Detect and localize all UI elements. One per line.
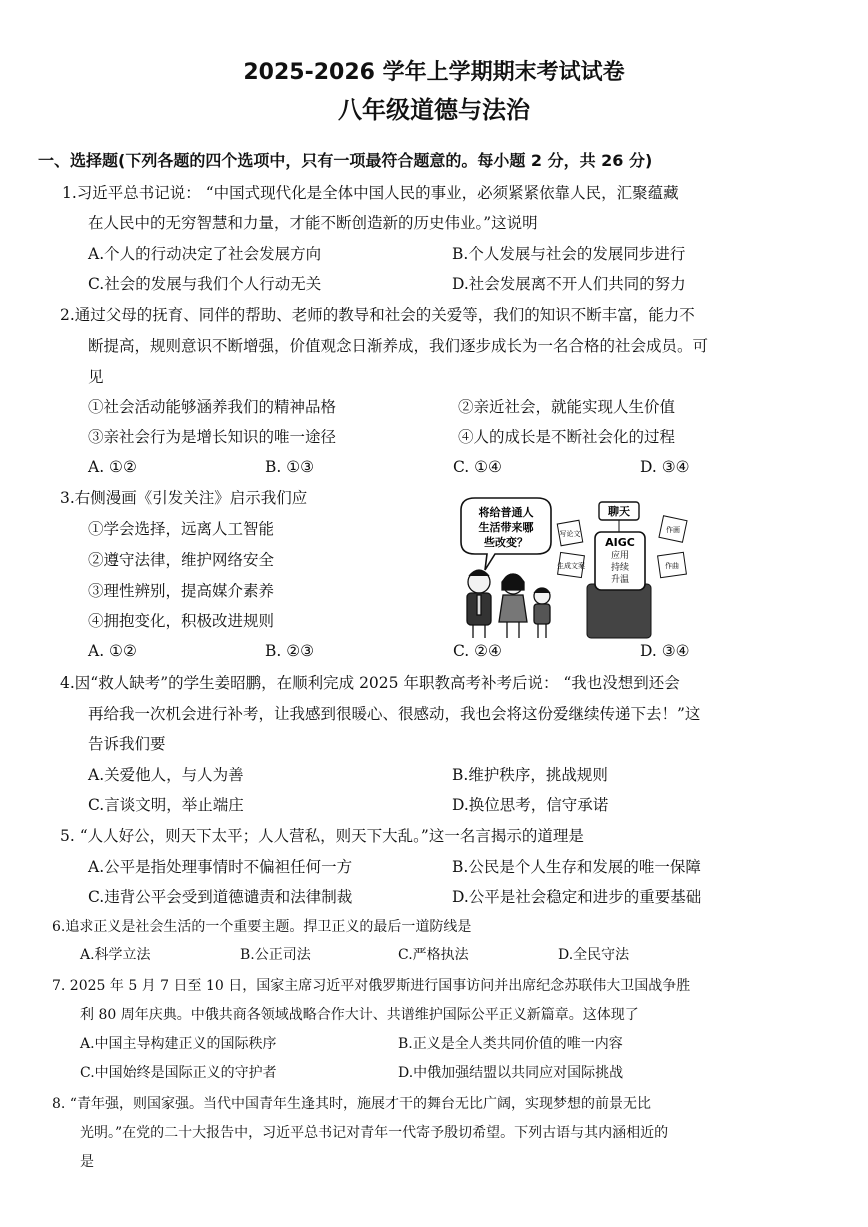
q5-option-d[interactable]: D.公平是社会稳定和进步的重要基础 bbox=[452, 888, 702, 906]
q5-option-a[interactable]: A.公平是指处理事情时不偏袒任何一方 bbox=[88, 858, 353, 876]
family-figures bbox=[467, 570, 550, 638]
chat-label: 聊天 bbox=[608, 505, 630, 518]
q8-stem-line1: 8. “青年强，则国家强。当代中国青年生逢其时，施展才干的舞台无比广阔，实现梦想的前景无比 bbox=[52, 1096, 651, 1112]
screen-line-2: 应用 bbox=[610, 551, 630, 561]
q4-option-c[interactable]: C.言谈文明，举止端庄 bbox=[88, 796, 244, 814]
q3-option-d[interactable]: D. ③④ bbox=[640, 642, 690, 660]
q5-option-b[interactable]: B.公民是个人生存和发展的唯一保障 bbox=[452, 858, 701, 876]
q5-option-c[interactable]: C.违背公平会受到道德谴责和法律制裁 bbox=[88, 888, 353, 906]
q7-option-c[interactable]: C.中国始终是国际正义的守护者 bbox=[80, 1065, 277, 1081]
q6-option-d[interactable]: D.全民守法 bbox=[558, 947, 630, 963]
q8-stem-line3: 是 bbox=[80, 1154, 94, 1170]
q2-option-d[interactable]: D. ③④ bbox=[640, 458, 690, 476]
q7-option-a[interactable]: A.中国主导构建正义的国际秩序 bbox=[80, 1036, 277, 1052]
q3-statement-3: ③理性辨别，提高媒介素养 bbox=[88, 582, 275, 600]
q4-stem-line3: 告诉我们要 bbox=[88, 735, 166, 753]
q2-option-b[interactable]: B. ①③ bbox=[265, 458, 315, 476]
q2-stem-line2: 断提高，规则意识不断增强，价值观念日渐养成，我们逐步成长为一名合格的社会成员。可 bbox=[88, 337, 709, 355]
q3-option-b[interactable]: B. ②③ bbox=[265, 642, 315, 660]
q7-option-d[interactable]: D.中俄加强结盟以共同应对国际挑战 bbox=[398, 1065, 624, 1081]
q3-stem: 3.右侧漫画《引发关注》启示我们应 bbox=[60, 489, 308, 507]
q3-option-c[interactable]: C. ②④ bbox=[453, 642, 502, 660]
q1-option-a[interactable]: A.个人的行动决定了社会发展方向 bbox=[88, 245, 322, 263]
q5-stem: 5. “人人好公，则天下太平；人人营私，则天下大乱。”这一名言揭示的道理是 bbox=[60, 827, 584, 845]
q4-option-b[interactable]: B.维护秩序，挑战规则 bbox=[452, 766, 608, 784]
bubble-line-1: 将给普通人 bbox=[478, 506, 534, 519]
q6-option-a[interactable]: A.科学立法 bbox=[80, 947, 151, 963]
q4-stem-line1: 4.因“救人缺考”的学生姜昭鹏，在顺利完成 2025 年职教高考补考后说： “我也没想到还会 bbox=[60, 674, 680, 692]
q6-stem: 6.追求正义是社会生活的一个重要主题。捍卫正义的最后一道防线是 bbox=[52, 919, 472, 935]
q1-option-b[interactable]: B.个人发展与社会的发展同步进行 bbox=[452, 245, 686, 263]
q2-statement-1: ①社会活动能够涵养我们的精神品格 bbox=[88, 398, 337, 416]
tag-painting: 作画 bbox=[666, 526, 680, 534]
q4-stem-line2: 再给我一次机会进行补考，让我感到很暖心、很感动，我也会将这份爱继续传递下去！”这 bbox=[88, 705, 701, 723]
comic-illustration bbox=[455, 492, 695, 642]
exam-title: 2025-2026 学年上学期期末考试试卷 bbox=[243, 60, 625, 85]
q6-option-b[interactable]: B.公正司法 bbox=[240, 947, 311, 963]
exam-subtitle: 八年级道德与法治 bbox=[338, 96, 530, 124]
q3-option-a[interactable]: A. ①② bbox=[88, 642, 137, 660]
q4-option-a[interactable]: A.关爱他人，与人为善 bbox=[88, 766, 244, 784]
q3-statement-1: ①学会选择，远离人工智能 bbox=[88, 520, 275, 538]
q6-option-c[interactable]: C.严格执法 bbox=[398, 947, 469, 963]
q8-stem-line2: 光明。”在党的二十大报告中，习近平总书记对青年一代寄予殷切希望。下列古语与其内涵相近的 bbox=[80, 1125, 669, 1141]
q1-option-c[interactable]: C.社会的发展与我们个人行动无关 bbox=[88, 275, 322, 293]
q1-stem-line2: 在人民中的无穷智慧和力量，才能不断创造新的历史伟业。”这说明 bbox=[88, 214, 538, 232]
q2-option-a[interactable]: A. ①② bbox=[88, 458, 137, 476]
screen-line-4: 升温 bbox=[610, 575, 630, 585]
q1-stem-line1: 1.习近平总书记说： “中国式现代化是全体中国人民的事业，必须紧紧依靠人民，汇聚蕴藏 bbox=[62, 184, 679, 202]
aigc-device bbox=[587, 502, 651, 638]
tag-essay: 写论文 bbox=[559, 530, 581, 538]
q2-statement-2: ②亲近社会，就能实现人生价值 bbox=[458, 398, 676, 416]
q3-statement-2: ②遵守法律，维护网络安全 bbox=[88, 551, 275, 569]
q3-statement-4: ④拥抱变化，积极改进规则 bbox=[88, 612, 275, 630]
q2-statement-3: ③亲社会行为是增长知识的唯一途径 bbox=[88, 428, 337, 446]
q7-stem-line2: 利 80 周年庆典。中俄共商各领域战略合作大计、共谱维护国际公平正义新篇章。这体现了 bbox=[80, 1007, 639, 1023]
q4-option-d[interactable]: D.换位思考，信守承诺 bbox=[452, 796, 609, 814]
section-heading: 一、选择题(下列各题的四个选项中，只有一项最符合题意的。每小题 2 分，共 26 分) bbox=[38, 151, 653, 170]
q2-stem-line1: 2.通过父母的抚育、同伴的帮助、老师的教导和社会的关爱等，我们的知识不断丰富，能力不 bbox=[60, 306, 695, 324]
screen-line-3: 持续 bbox=[610, 563, 630, 573]
q7-stem-line1: 7. 2025 年 5 月 7 日至 10 日，国家主席习近平对俄罗斯进行国事访问并出席纪念苏联伟大卫国战争胜 bbox=[52, 978, 691, 994]
bubble-line-2: 生活带来哪 bbox=[478, 521, 534, 534]
q2-option-c[interactable]: C. ①④ bbox=[453, 458, 502, 476]
tag-copywriting: 生成文案 bbox=[557, 562, 585, 570]
speech-bubble bbox=[461, 498, 551, 570]
q2-stem-line3: 见 bbox=[88, 368, 104, 386]
screen-line-aigc: AIGC bbox=[605, 536, 635, 549]
bubble-line-3: 些改变？ bbox=[484, 536, 528, 549]
q7-option-b[interactable]: B.正义是全人类共同价值的唯一内容 bbox=[398, 1036, 623, 1052]
q1-option-d[interactable]: D.社会发展离不开人们共同的努力 bbox=[452, 275, 686, 293]
tag-music: 作曲 bbox=[665, 562, 679, 570]
q2-statement-4: ④人的成长是不断社会化的过程 bbox=[458, 428, 676, 446]
